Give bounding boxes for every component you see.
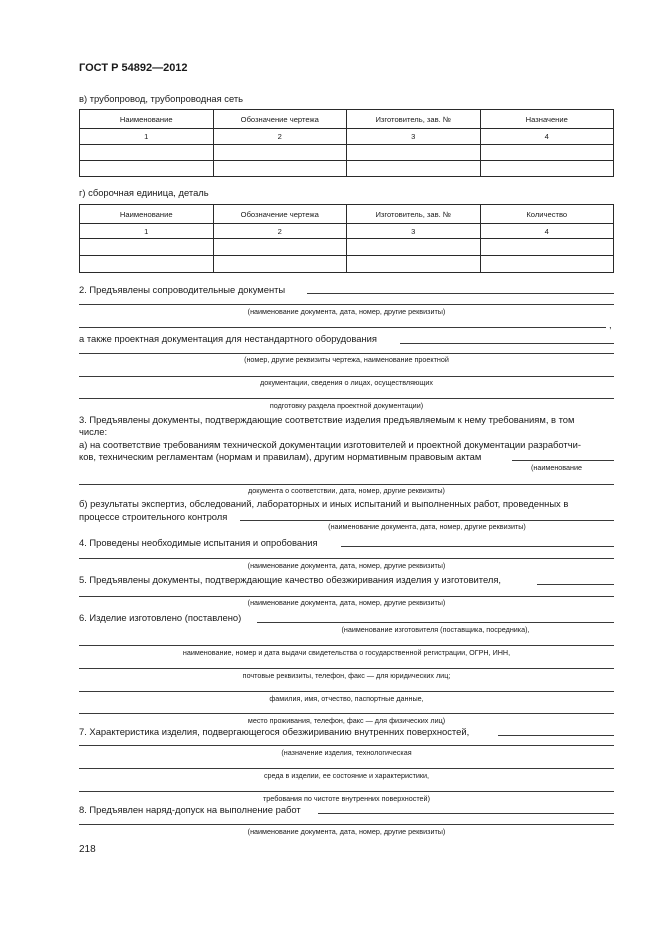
field-caption: среда в изделии, ее состояние и характеристики,: [263, 771, 430, 780]
table-cell[interactable]: [213, 239, 347, 256]
table-number-cell: 4: [480, 224, 614, 239]
table-row: [80, 145, 614, 161]
table-cell[interactable]: [480, 256, 614, 273]
table-cell[interactable]: [480, 145, 614, 161]
table-number-row: [80, 224, 614, 239]
table-cell[interactable]: [347, 161, 481, 177]
fill-line[interactable]: [79, 398, 614, 399]
table-header-cell: Назначение: [480, 110, 614, 129]
fill-line[interactable]: [79, 668, 614, 669]
table-cell[interactable]: [347, 239, 481, 256]
fill-line[interactable]: [400, 343, 614, 344]
table-number-cell: 2: [213, 129, 347, 145]
field-caption: (номер, другие реквизиты чертежа, наименование проектной: [244, 355, 449, 364]
table-header-cell: Изготовитель, зав. №: [347, 110, 481, 129]
field-caption: (наименование документа, дата, номер, другие реквизиты): [247, 827, 446, 836]
item-3-line-1: 3. Предъявлены документы, подтверждающие соответствие изделия предъявляемым к нему требованиям, в том: [79, 414, 575, 425]
fill-line[interactable]: [79, 558, 614, 559]
table-cell[interactable]: [347, 256, 481, 273]
table-cell[interactable]: [80, 239, 214, 256]
table-g-title: г) сборочная единица, деталь: [79, 187, 209, 198]
table-header-cell: Обозначение чертежа: [213, 110, 347, 129]
table-number-cell: 3: [347, 129, 481, 145]
field-caption: документа о соответствии, дата, номер, другие реквизиты): [248, 486, 445, 495]
table-number-cell: 3: [347, 224, 481, 239]
standard-header: ГОСТ Р 54892—2012: [79, 62, 188, 74]
fill-line[interactable]: [79, 691, 614, 692]
fill-line[interactable]: [257, 622, 614, 623]
item-3a-line-1: а) на соответствие требованиям технической документации изготовителей и проектной документации разработчи-: [79, 439, 581, 450]
table-cell[interactable]: [80, 161, 214, 177]
field-caption: почтовые реквизиты, телефон, факс — для юридических лиц;: [242, 671, 451, 680]
field-caption: (назначение изделия, технологическая: [281, 748, 412, 757]
field-caption: (наименование изготовителя (поставщика, посредника),: [341, 625, 530, 634]
table-cell[interactable]: [480, 161, 614, 177]
fill-line[interactable]: [79, 484, 614, 485]
table-header-cell: Изготовитель, зав. №: [347, 205, 481, 224]
table-cell[interactable]: [80, 256, 214, 273]
fill-line[interactable]: [79, 824, 614, 825]
field-caption: фамилия, имя, отчество, паспортные данные,: [269, 694, 424, 703]
field-caption: (наименование: [531, 463, 582, 472]
table-cell[interactable]: [80, 145, 214, 161]
table-row: [80, 161, 614, 177]
fill-line[interactable]: [498, 735, 614, 736]
fill-line[interactable]: [79, 304, 614, 305]
fill-line[interactable]: [79, 596, 614, 597]
fill-line[interactable]: [79, 376, 614, 377]
item-3b-line-1: б) результаты экспертиз, обследований, лабораторных и иных испытаний и выполненных работ, проведенных в: [79, 498, 569, 509]
field-caption: подготовку раздела проектной документации): [269, 401, 424, 410]
item-2-text: 2. Предъявлены сопроводительные документы: [79, 284, 286, 295]
fill-line[interactable]: [79, 327, 606, 328]
table-header-cell: Наименование: [80, 110, 214, 129]
comma: ,: [609, 319, 612, 330]
fill-line[interactable]: [341, 546, 614, 547]
fill-line[interactable]: [240, 520, 614, 521]
item-7-text: 7. Характеристика изделия, подвергающегося обезжириванию внутренних поверхностей,: [79, 726, 470, 737]
table-v: [79, 109, 614, 177]
table-number-cell: 1: [80, 224, 214, 239]
field-caption: требования по чистоте внутренних поверхностей): [263, 794, 430, 803]
item-8-text: 8. Предъявлен наряд-допуск на выполнение работ: [79, 804, 301, 815]
table-cell[interactable]: [213, 161, 347, 177]
table-header-row: [80, 205, 614, 224]
item-3b-line-2: процессе строительного контроля: [79, 511, 228, 522]
table-header-cell: Наименование: [80, 205, 214, 224]
table-cell[interactable]: [480, 239, 614, 256]
item-2b-text: а также проектная документация для нестандартного оборудования: [79, 333, 377, 344]
fill-line[interactable]: [318, 813, 614, 814]
fill-line[interactable]: [79, 353, 614, 354]
table-number-row: [80, 129, 614, 145]
item-3-line-2: числе:: [79, 426, 108, 437]
fill-line[interactable]: [537, 584, 614, 585]
item-4-text: 4. Проведены необходимые испытания и опробования: [79, 537, 318, 548]
table-cell[interactable]: [213, 145, 347, 161]
fill-line[interactable]: [307, 293, 614, 294]
field-caption: (наименование документа, дата, номер, другие реквизиты): [247, 598, 446, 607]
field-caption: (наименование документа, дата, номер, другие реквизиты): [247, 307, 446, 316]
table-cell[interactable]: [213, 256, 347, 273]
item-6-text: 6. Изделие изготовлено (поставлено): [79, 612, 242, 623]
field-caption: документации, сведения о лицах, осуществляющих: [260, 378, 433, 387]
fill-line[interactable]: [79, 791, 614, 792]
page-number: 218: [79, 844, 96, 855]
field-caption: наименование, номер и дата выдачи свидетельства о государственной регистрации, ОГРН, ИНН,: [182, 648, 511, 657]
field-caption: место проживания, телефон, факс — для физических лиц): [247, 716, 446, 725]
field-caption: (наименование документа, дата, номер, другие реквизиты): [328, 522, 526, 531]
table-g: [79, 204, 614, 273]
fill-line[interactable]: [79, 645, 614, 646]
table-number-cell: 2: [213, 224, 347, 239]
fill-line[interactable]: [512, 460, 614, 461]
table-number-cell: 1: [80, 129, 214, 145]
table-header-row: [80, 110, 614, 129]
item-3a-line-2: ков, техническим регламентам (нормам и правилам), другим нормативным правовым актам: [79, 451, 482, 462]
table-row: [80, 256, 614, 273]
item-5-text: 5. Предъявлены документы, подтверждающие качество обезжиривания изделия у изготовителя,: [79, 574, 502, 585]
table-number-cell: 4: [480, 129, 614, 145]
table-header-cell: Количество: [480, 205, 614, 224]
fill-line[interactable]: [79, 768, 614, 769]
fill-line[interactable]: [79, 745, 614, 746]
fill-line[interactable]: [79, 713, 614, 714]
table-header-cell: Обозначение чертежа: [213, 205, 347, 224]
table-row: [80, 239, 614, 256]
field-caption: (наименование документа, дата, номер, другие реквизиты): [247, 561, 446, 570]
table-v-title: в) трубопровод, трубопроводная сеть: [79, 93, 244, 104]
table-cell[interactable]: [347, 145, 481, 161]
